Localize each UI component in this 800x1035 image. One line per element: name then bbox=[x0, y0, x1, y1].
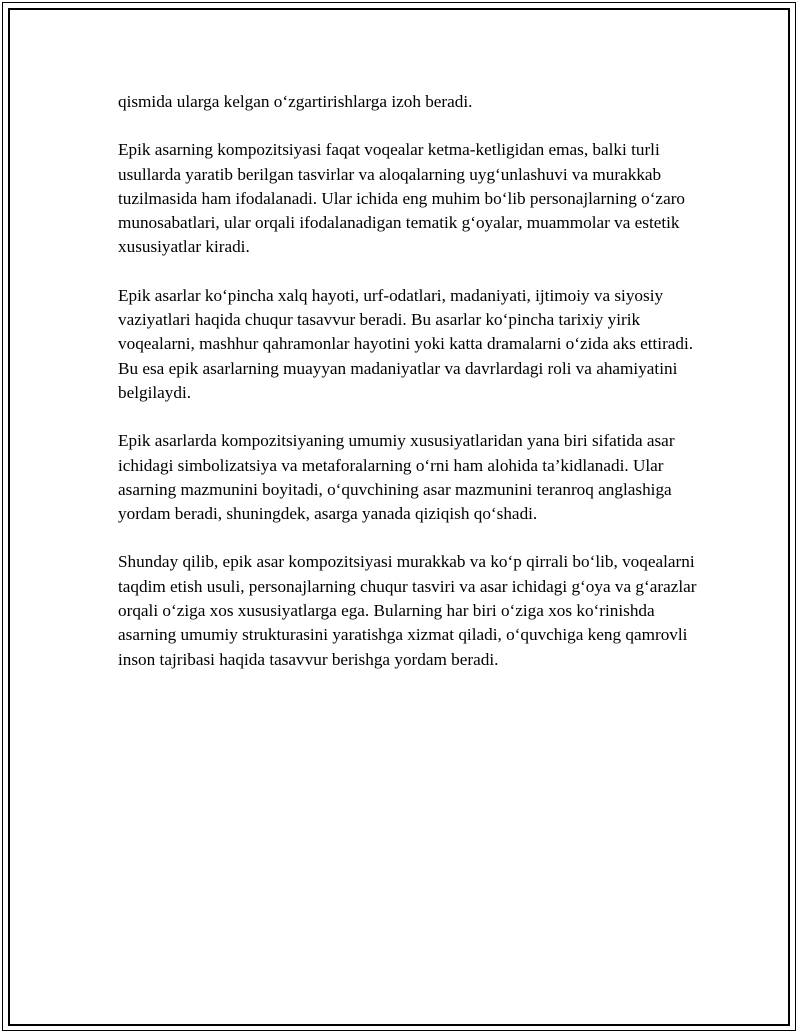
paragraph-5: Shunday qilib, epik asar kompozitsiyasi murakkab va ko‘p qirrali bo‘lib, voqealarni taqdim etish usuli, personajlarning chuqur tasviri va asar ichidagi g‘oya va g‘arazlar orqali o‘ziga xos xususiyatlarga ega. Bularning har biri o‘ziga xos ko‘rinishda asarning umumiy strukturasini yaratishga xizmat qiladi, o‘quvchiga keng qamrovli inson tajribasi haqida tasavvur berishga yordam beradi. bbox=[118, 552, 697, 669]
paragraph-3: Epik asarlar ko‘pincha xalq hayoti, urf-odatlari, madaniyati, ijtimoiy va siyosiy vaziyatlari haqida chuqur tasavvur beradi. Bu asarlar ko‘pincha tarixiy yirik voqealarni, mashhur qahramonlar hayotini yoki katta dramalarni o‘zida aks ettiradi. Bu esa epik asarlarning muayyan madaniyatlar va davrlardagi roli va ahamiyatini belgilaydi. bbox=[118, 285, 694, 402]
paragraph-2: Epik asarning kompozitsiyasi faqat voqealar ketma-ketligidan emas, balki turli usullarda yaratib berilgan tasvirlar va aloqalarning uyg‘unlashuvi va murakkab tuzilmasida ham ifodalanadi. Ular ichida eng muhim bo‘lib personajlarning o‘zaro munosabatlari, ular orqali ifodalanadigan tematik g‘oyalar, muammolar va estetik xususiyatlar kiradi. bbox=[118, 140, 686, 257]
page-content bbox=[118, 90, 708, 696]
paragraph-1: qismida ularga kelgan o‘zgartirishlarga izoh beradi. bbox=[118, 92, 473, 111]
paragraph-4: Epik asarlarda kompozitsiyaning umumiy xususiyatlaridan yana biri sifatida asar ichidagi simbolizatsiya va metaforalarning o‘rni ham alohida ta’kidlanadi. Ular asarning mazmunini boyitadi, o‘quvchining asar mazmunini teranroq anglashiga yordam beradi, shuningdek, asarga yanada qiziqish qo‘shadi. bbox=[118, 431, 675, 524]
